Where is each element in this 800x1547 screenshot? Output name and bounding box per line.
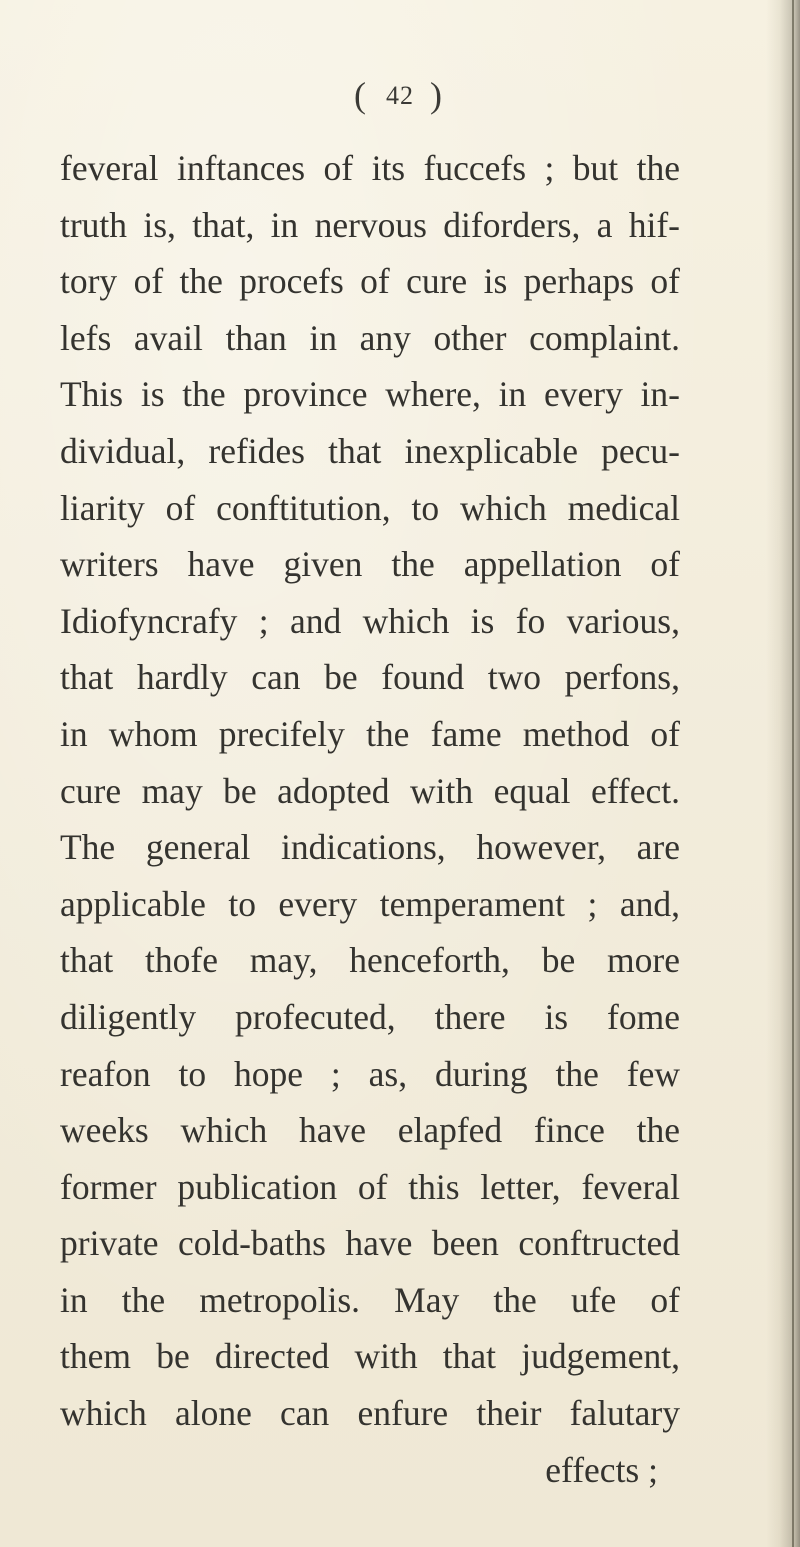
text-line: writers have given the appellation of xyxy=(60,544,680,585)
text-line: them be directed with that judgement, xyxy=(60,1336,680,1377)
text-line: tory of the procefs of cure is perhaps of xyxy=(60,261,680,302)
text-line: Idiofyncrafy ; and which is fo various, xyxy=(60,600,680,641)
text-line: in whom precifely the fame method of xyxy=(60,713,680,754)
header-paren-open: ( xyxy=(354,75,370,115)
text-line: truth is, that, in nervous diforders, a hif- xyxy=(60,204,680,245)
header-paren-close: ) xyxy=(430,75,446,115)
page-header xyxy=(0,74,800,116)
page-edge-line xyxy=(792,0,794,1547)
text-line: that hardly can be found two perfons, xyxy=(60,657,680,698)
text-line: dividual, refides that inexplicable pecu- xyxy=(60,430,680,471)
page-edge-shadow xyxy=(766,0,800,1547)
text-line: lefs avail than in any other complaint. xyxy=(60,317,680,358)
text-line: private cold-baths have been conftructed xyxy=(60,1223,680,1264)
text-line: cure may be adopted with equal effect. xyxy=(60,770,680,811)
text-line: feveral inftances of its fuccefs ; but the xyxy=(60,148,680,188)
text-line: The general indications, however, are xyxy=(60,827,680,868)
text-line: weeks which have elapfed fince the xyxy=(60,1110,680,1151)
catchword: effects ; xyxy=(545,1449,658,1490)
text-line: which alone can enfure their falutary xyxy=(60,1393,680,1434)
text-line: that thofe may, henceforth, be more xyxy=(60,940,680,981)
text-line: applicable to every temperament ; and, xyxy=(60,883,680,924)
text-line: in the metropolis. May the ufe of xyxy=(60,1279,680,1320)
text-line: former publication of this letter, feveral xyxy=(60,1166,680,1207)
text-line: liarity of conftitution, to which medical xyxy=(60,487,680,528)
text-line: reafon to hope ; as, during the few xyxy=(60,1053,680,1094)
body-text xyxy=(60,140,680,1498)
page-number: 42 xyxy=(386,81,414,110)
text-line: diligently profecuted, there is fome xyxy=(60,996,680,1037)
text-line: This is the province where, in every in- xyxy=(60,374,680,415)
